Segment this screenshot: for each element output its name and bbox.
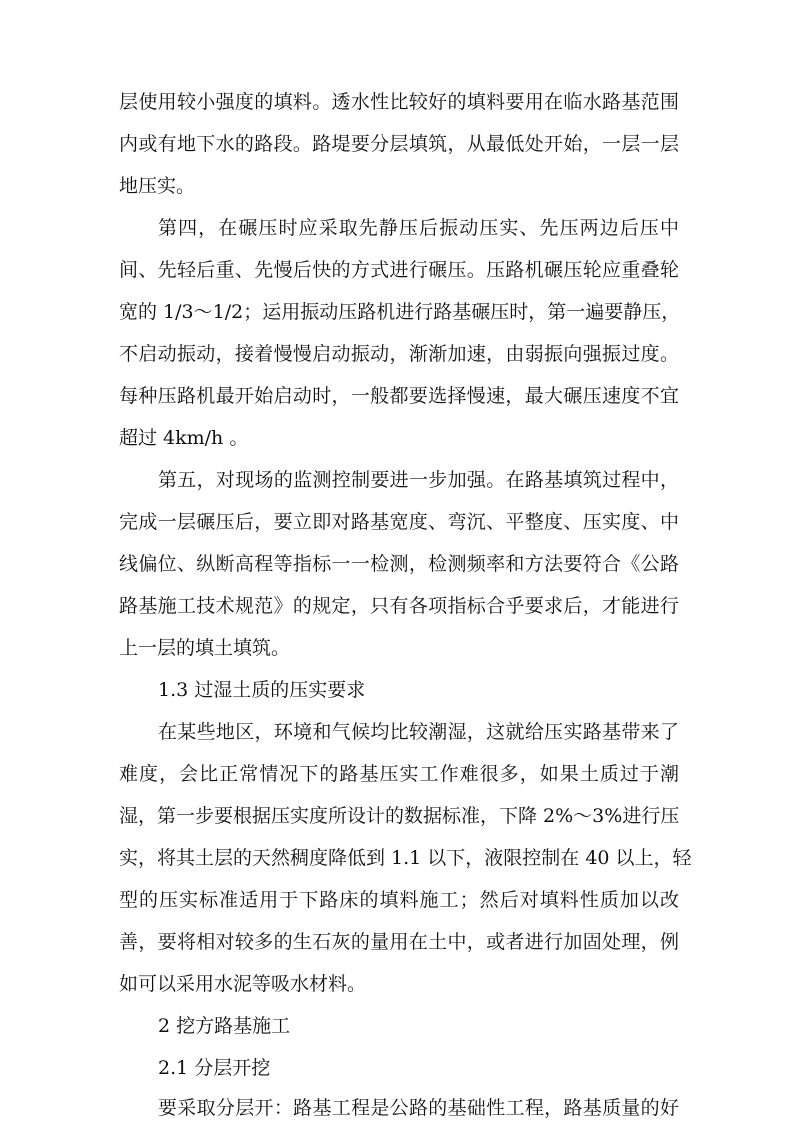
body-text-line: 型的压实标准适用于下路床的填料施工；然后对填料性质加以改 [119,889,679,911]
body-text-line: 要采取分层开：路基工程是公路的基础性工程，路基质量的好 [158,1097,679,1119]
body-text-line: 湿，第一步要根据压实度所设计的数据标准，下降 2%～3%进行压 [119,805,680,827]
body-text-line: 内或有地下水的路段。路堤要分层填筑，从最低处开始，一层一层 [119,133,679,155]
body-text-line: 路基施工技术规范》的规定，只有各项指标合乎要求后，才能进行 [119,595,679,617]
body-text-line: 难度，会比正常情况下的路基压实工作难很多，如果土质过于潮 [119,763,679,785]
body-text-line: 善，要将相对较多的生石灰的量用在土中，或者进行加固处理，例 [119,931,679,953]
body-text-line: 实，将其土层的天然稠度降低到 1.1 以下，液限控制在 40 以上，轻 [119,847,692,869]
section-heading-1-3: 1.3 过湿土质的压实要求 [158,679,366,701]
body-text-line: 宽的 1/3～1/2；运用振动压路机进行路基碾压时，第一遍要静压， [119,301,681,323]
body-text-line: 完成一层碾压后，要立即对路基宽度、弯沉、平整度、压实度、中 [119,511,679,533]
body-text-line: 间、先轻后重、先慢后快的方式进行碾压。压路机碾压轮应重叠轮 [119,259,679,281]
body-text-line: 不启动振动，接着慢慢启动振动，渐渐加速，由弱振向强振过度。 [119,343,679,365]
body-text-line: 上一层的填土填筑。 [119,637,291,659]
body-text-line: 第五，对现场的监测控制要进一步加强。在路基填筑过程中， [158,469,679,491]
body-text-line: 超过 4km/h 。 [119,427,249,449]
section-heading-2-1: 2.1 分层开挖 [158,1057,271,1079]
body-text-line: 线偏位、纵断高程等指标一一检测，检测频率和方法要符合《公路 [119,553,679,575]
body-text-line: 第四，在碾压时应采取先静压后振动压实、先压两边后压中 [158,217,679,239]
body-text-line: 层使用较小强度的填料。透水性比较好的填料要用在临水路基范围 [119,91,679,113]
body-text-line: 地压实。 [119,175,196,197]
body-text-line: 在某些地区，环境和气候均比较潮湿，这就给压实路基带来了 [158,721,679,743]
body-text-line: 如可以采用水泥等吸水材料。 [119,973,367,995]
body-text-line: 每种压路机最开始启动时，一般都要选择慢速，最大碾压速度不宜 [119,385,679,407]
section-heading-2: 2 挖方路基施工 [158,1015,291,1037]
